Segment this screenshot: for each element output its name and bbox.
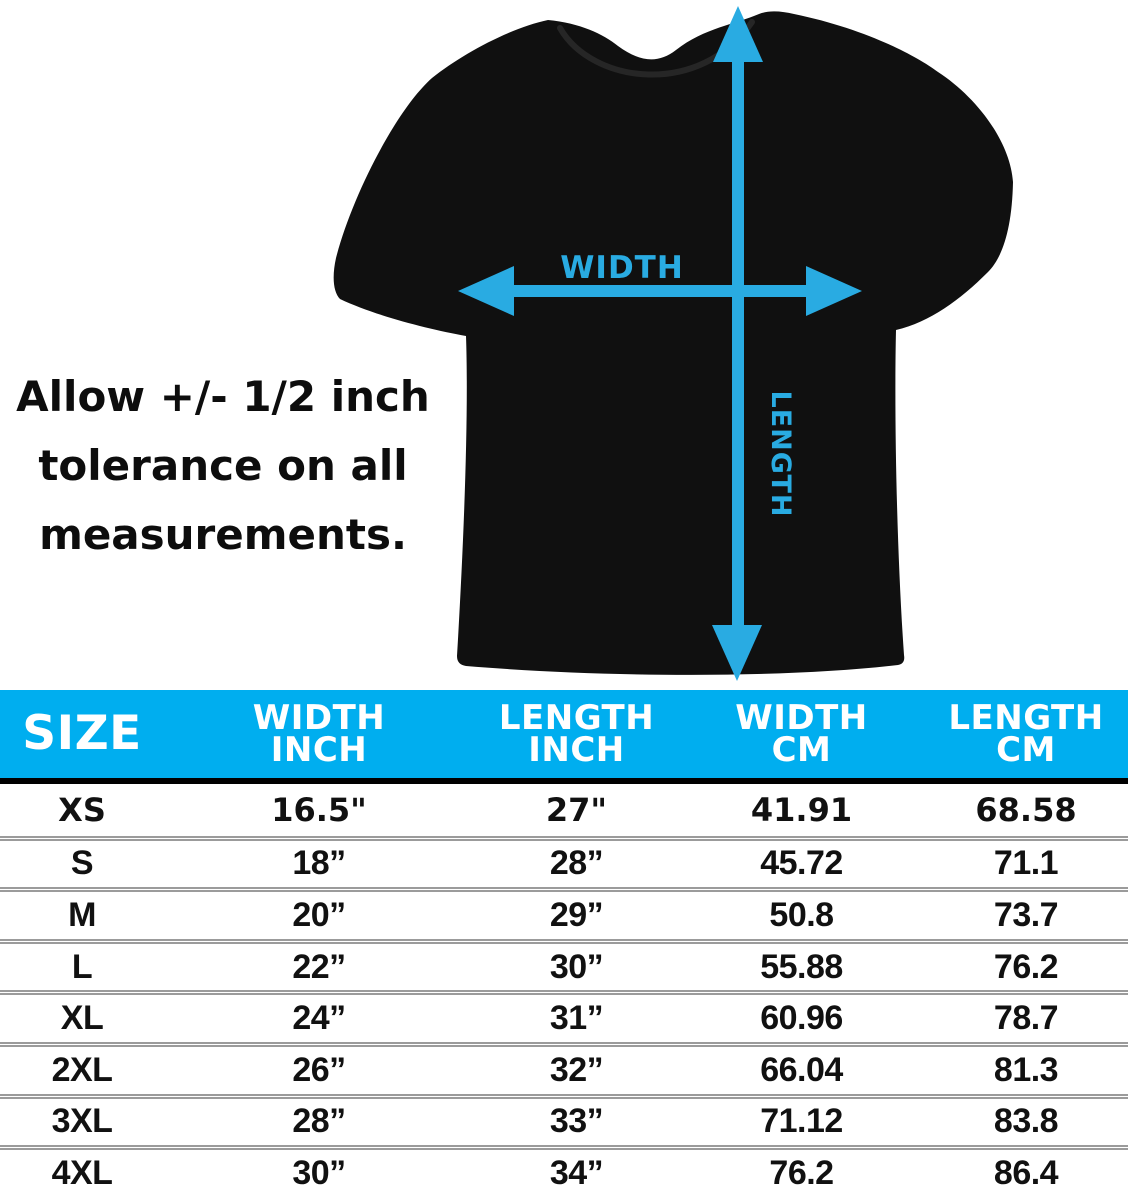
width-inch-cell: 16.5": [271, 790, 367, 829]
size-cell: 3XL: [51, 1102, 113, 1141]
length-inch-cell: 28”: [549, 844, 604, 883]
tolerance-note-line2: tolerance on all: [38, 441, 408, 490]
size-cell: 4XL: [51, 1153, 113, 1192]
length-cm-cell: 83.8: [993, 1102, 1059, 1141]
table-row-2xl: [0, 1042, 1128, 1094]
width-cm-cell: 41.91: [750, 790, 853, 829]
width-cm-cell: 66.04: [760, 1050, 843, 1089]
length-cm-cell: 78.7: [993, 999, 1059, 1038]
column-header-width-cm: WIDTH CM: [735, 697, 868, 770]
width-cm-cell: 45.72: [760, 844, 843, 883]
table-row-4xl: [0, 1145, 1128, 1197]
table-row-s: [0, 836, 1128, 888]
tolerance-note: [0, 362, 446, 569]
tolerance-note-line3: measurements.: [39, 510, 407, 559]
column-header-width-inch: WIDTH INCH: [252, 697, 386, 770]
size-table-header: [0, 690, 1128, 778]
width-cm-cell: 60.96: [760, 999, 843, 1038]
width-cm-cell: 50.8: [769, 895, 834, 934]
column-header-length-inch: LENGTH INCH: [498, 697, 655, 770]
table-row-xl: [0, 990, 1128, 1042]
tolerance-note-line1: Allow +/- 1/2 inch: [16, 372, 430, 421]
length-cm-cell: 71.1: [993, 844, 1059, 883]
tshirt-silhouette: [334, 11, 1013, 675]
length-inch-cell: 34”: [549, 1153, 604, 1192]
width-inch-cell: 18”: [292, 844, 346, 883]
size-cell: XL: [60, 999, 104, 1038]
width-arrow-label: WIDTH: [560, 250, 684, 286]
column-header-size: [0, 705, 164, 761]
length-inch-cell: 33”: [549, 1102, 604, 1141]
width-cm-cell: 76.2: [769, 1153, 834, 1192]
width-cm-cell: 71.12: [760, 1102, 843, 1141]
size-table: [0, 690, 1128, 1197]
size-cell: S: [70, 844, 94, 883]
width-cm-cell: 55.88: [760, 947, 843, 986]
column-header-size-line1: SIZE: [22, 705, 142, 761]
width-inch-cell: 26”: [292, 1050, 346, 1089]
length-cm-cell: 68.58: [975, 790, 1077, 829]
table-row-xs: [0, 784, 1128, 836]
table-row-l: [0, 939, 1128, 991]
width-inch-cell: 30”: [292, 1153, 346, 1192]
length-cm-cell: 73.7: [993, 895, 1059, 934]
length-cm-cell: 81.3: [993, 1050, 1059, 1089]
table-row-m: [0, 887, 1128, 939]
size-cell: L: [71, 947, 93, 986]
length-inch-cell: 31”: [549, 999, 604, 1038]
size-cell: XS: [58, 790, 106, 829]
width-inch-cell: 20”: [292, 895, 346, 934]
size-cell: M: [68, 895, 96, 934]
length-inch-cell: 29”: [549, 895, 604, 934]
length-inch-cell: 30”: [549, 947, 604, 986]
width-inch-cell: 24”: [292, 999, 346, 1038]
length-inch-cell: 27": [545, 790, 608, 829]
size-cell: 2XL: [51, 1050, 113, 1089]
size-table-body: [0, 784, 1128, 1197]
width-inch-cell: 22”: [292, 947, 346, 986]
length-arrow-label: LENGTH: [765, 390, 796, 518]
table-row-3xl: [0, 1094, 1128, 1146]
length-cm-cell: 76.2: [993, 947, 1059, 986]
column-header-length-cm: LENGTH CM: [948, 697, 1104, 770]
length-inch-cell: 32”: [549, 1050, 604, 1089]
length-cm-cell: 86.4: [993, 1153, 1059, 1192]
width-inch-cell: 28”: [292, 1102, 346, 1141]
